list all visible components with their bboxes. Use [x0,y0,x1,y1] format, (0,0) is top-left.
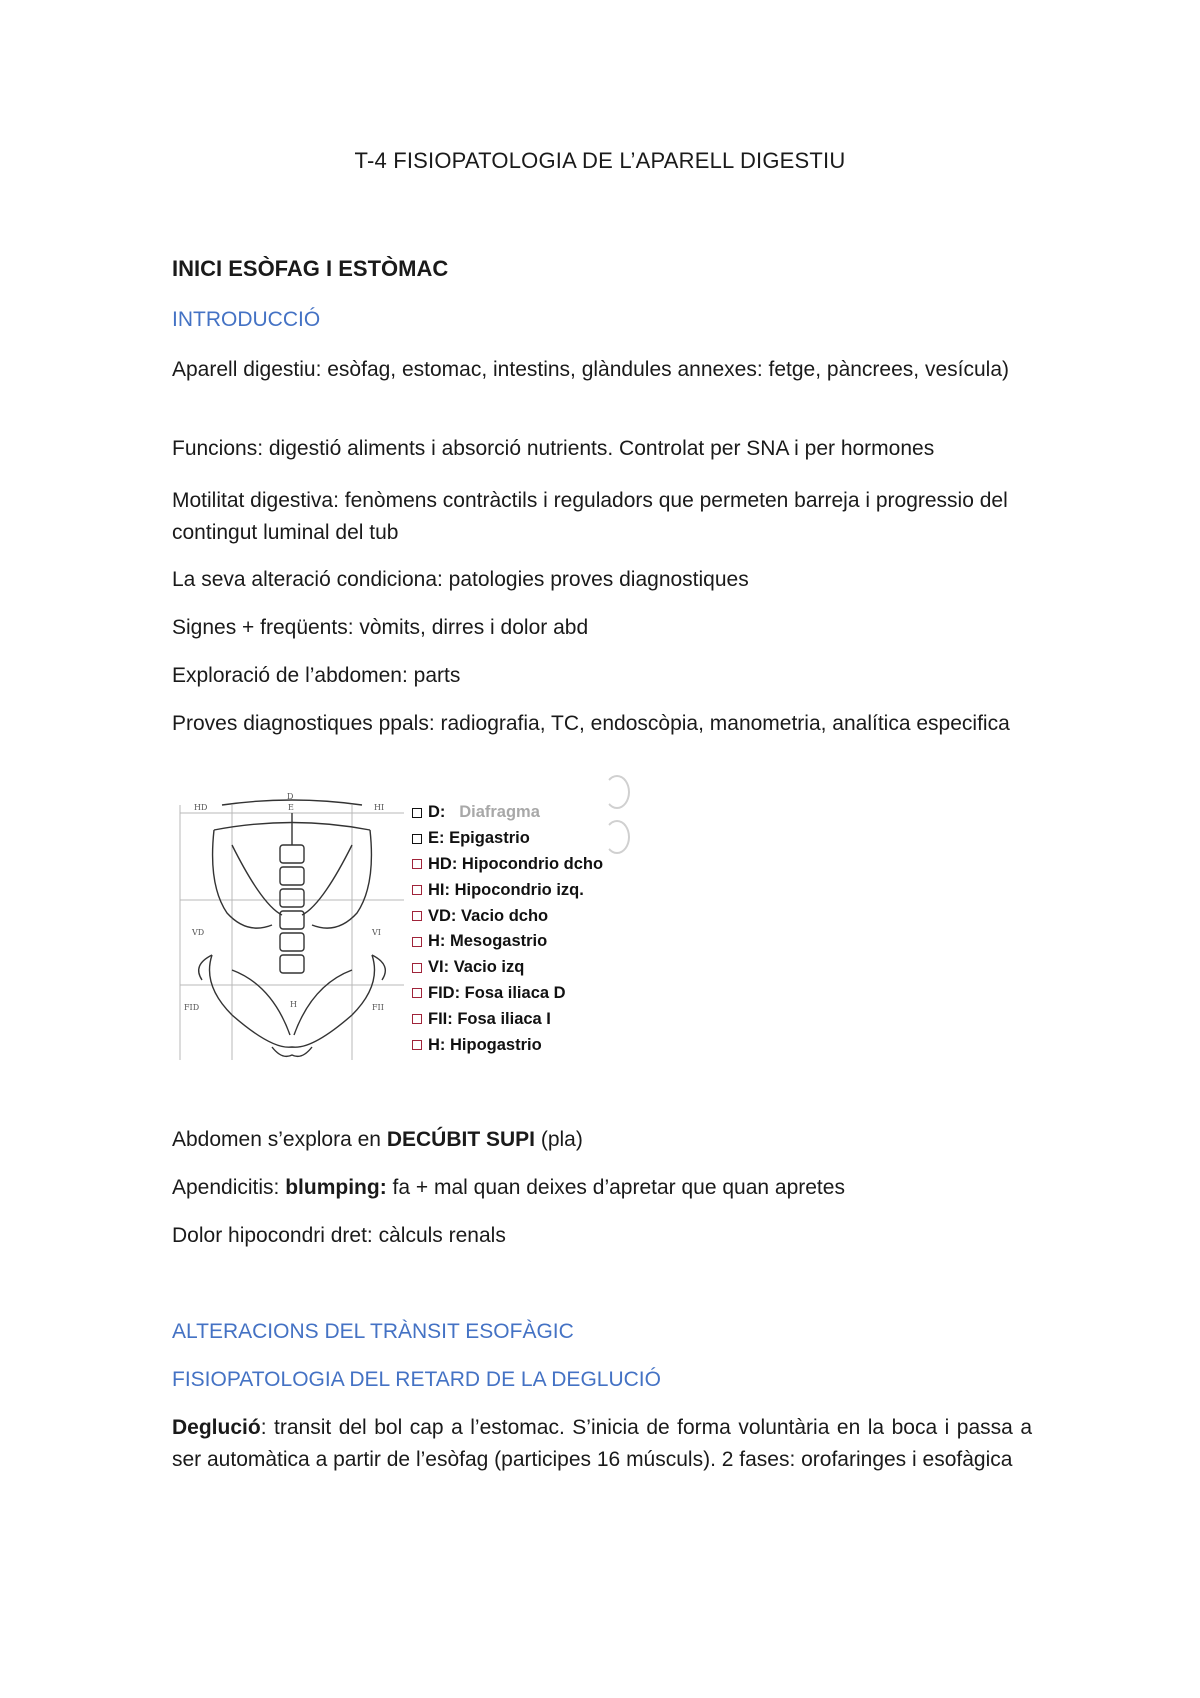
legend-item-hipocondrio-dcho: HD: Hipocondrio dcho [412,852,637,878]
checkbox-icon [412,937,422,947]
paragraph-funcions: Funcions: digestió aliments i absorció nutrients. Controlat per SNA i per hormones [172,437,935,460]
section-heading-esofag-estomac: INICI ESÒFAG I ESTÒMAC [172,256,449,281]
paragraph-signes: Signes + freqüents: vòmits, dirres i dolor abd [172,616,589,639]
subheading-introduccio: INTRODUCCIÓ [172,308,321,331]
paragraph-deglucio: Deglució: transit del bol cap a l’estomac. S’inicia de forma voluntària en la boca i passa a ser automàtica a partir de l’esòfag (participes 16 músculs). 2 fases: orofaringes i esofàgica [172,1416,1032,1471]
label-e: E [288,803,294,812]
subheading-retard-deglucio: FISIOPATOLOGIA DEL RETARD DE LA DEGLUCIÓ [172,1368,661,1391]
paragraph-aparell-digestiu: Aparell digestiu: esòfag, estomac, intestins, glàndules annexes: fetge, pàncrees, vesícula) [172,358,1009,381]
checkbox-icon [412,911,422,921]
paragraph-abdomen: Abdomen s’explora en DECÚBIT SUPI (pla) [172,1128,583,1151]
label-fii: FII [372,1003,384,1012]
checkbox-icon [412,963,422,973]
section-heading-transit-esofagic: ALTERACIONS DEL TRÀNSIT ESOFÀGIC [172,1320,574,1343]
legend-item-fosa-iliaca-i: FII: Fosa iliaca I [412,1006,637,1032]
document-title: T-4 FISIOPATOLOGIA DE L’APARELL DIGESTIU [354,148,846,173]
checkbox-icon [412,859,422,869]
paragraph-motilitat: Motilitat digestiva: fenòmens contràctils i reguladors que permeten barreja i progressio del contingut luminal del tub [172,489,1008,544]
label-vi: VI [372,928,381,937]
checkbox-icon [412,988,422,998]
legend-item-mesogastrio: H: Mesogastrio [412,929,637,955]
abdomen-legend [412,800,637,1058]
checkbox-icon [412,834,422,844]
legend-item-hipocondrio-izq: HI: Hipocondrio izq. [412,877,637,903]
abdomen-diagram [172,785,412,1067]
legend-item-hipogastrio: H: Hipogastrio [412,1032,637,1058]
checkbox-icon [412,1040,422,1050]
checkbox-icon [412,885,422,895]
label-fid: FID [184,1003,200,1012]
paragraph-alteracio: La seva alteració condiciona: patologies proves diagnostiques [172,568,749,591]
label-hd: HD [194,803,208,812]
paragraph-proves: Proves diagnostiques ppals: radiografia, TC, endoscòpia, manometria, analítica especifica [172,712,1010,735]
paragraph-exploracio: Exploració de l’abdomen: parts [172,664,461,687]
label-d: D [287,792,294,801]
label-vd: VD [192,928,205,937]
paragraph-apendicitis: Apendicitis: blumping: fa + mal quan deixes d’apretar que quan apretes [172,1176,845,1199]
legend-item-vacio-dcho: VD: Vacio dcho [412,903,637,929]
checkbox-icon [412,1014,422,1024]
label-hi: HI [374,803,385,812]
legend-item-vacio-izq: VI: Vacio izq [412,955,637,981]
legend-item-diafragma: D: Diafragma [412,800,637,826]
legend-item-epigastrio: E: Epigastrio [412,826,637,852]
label-h: H [290,1000,297,1009]
legend-item-fosa-iliaca-d: FID: Fosa iliaca D [412,981,637,1007]
checkbox-icon [412,808,422,818]
paragraph-dolor: Dolor hipocondri dret: càlculs renals [172,1224,506,1247]
